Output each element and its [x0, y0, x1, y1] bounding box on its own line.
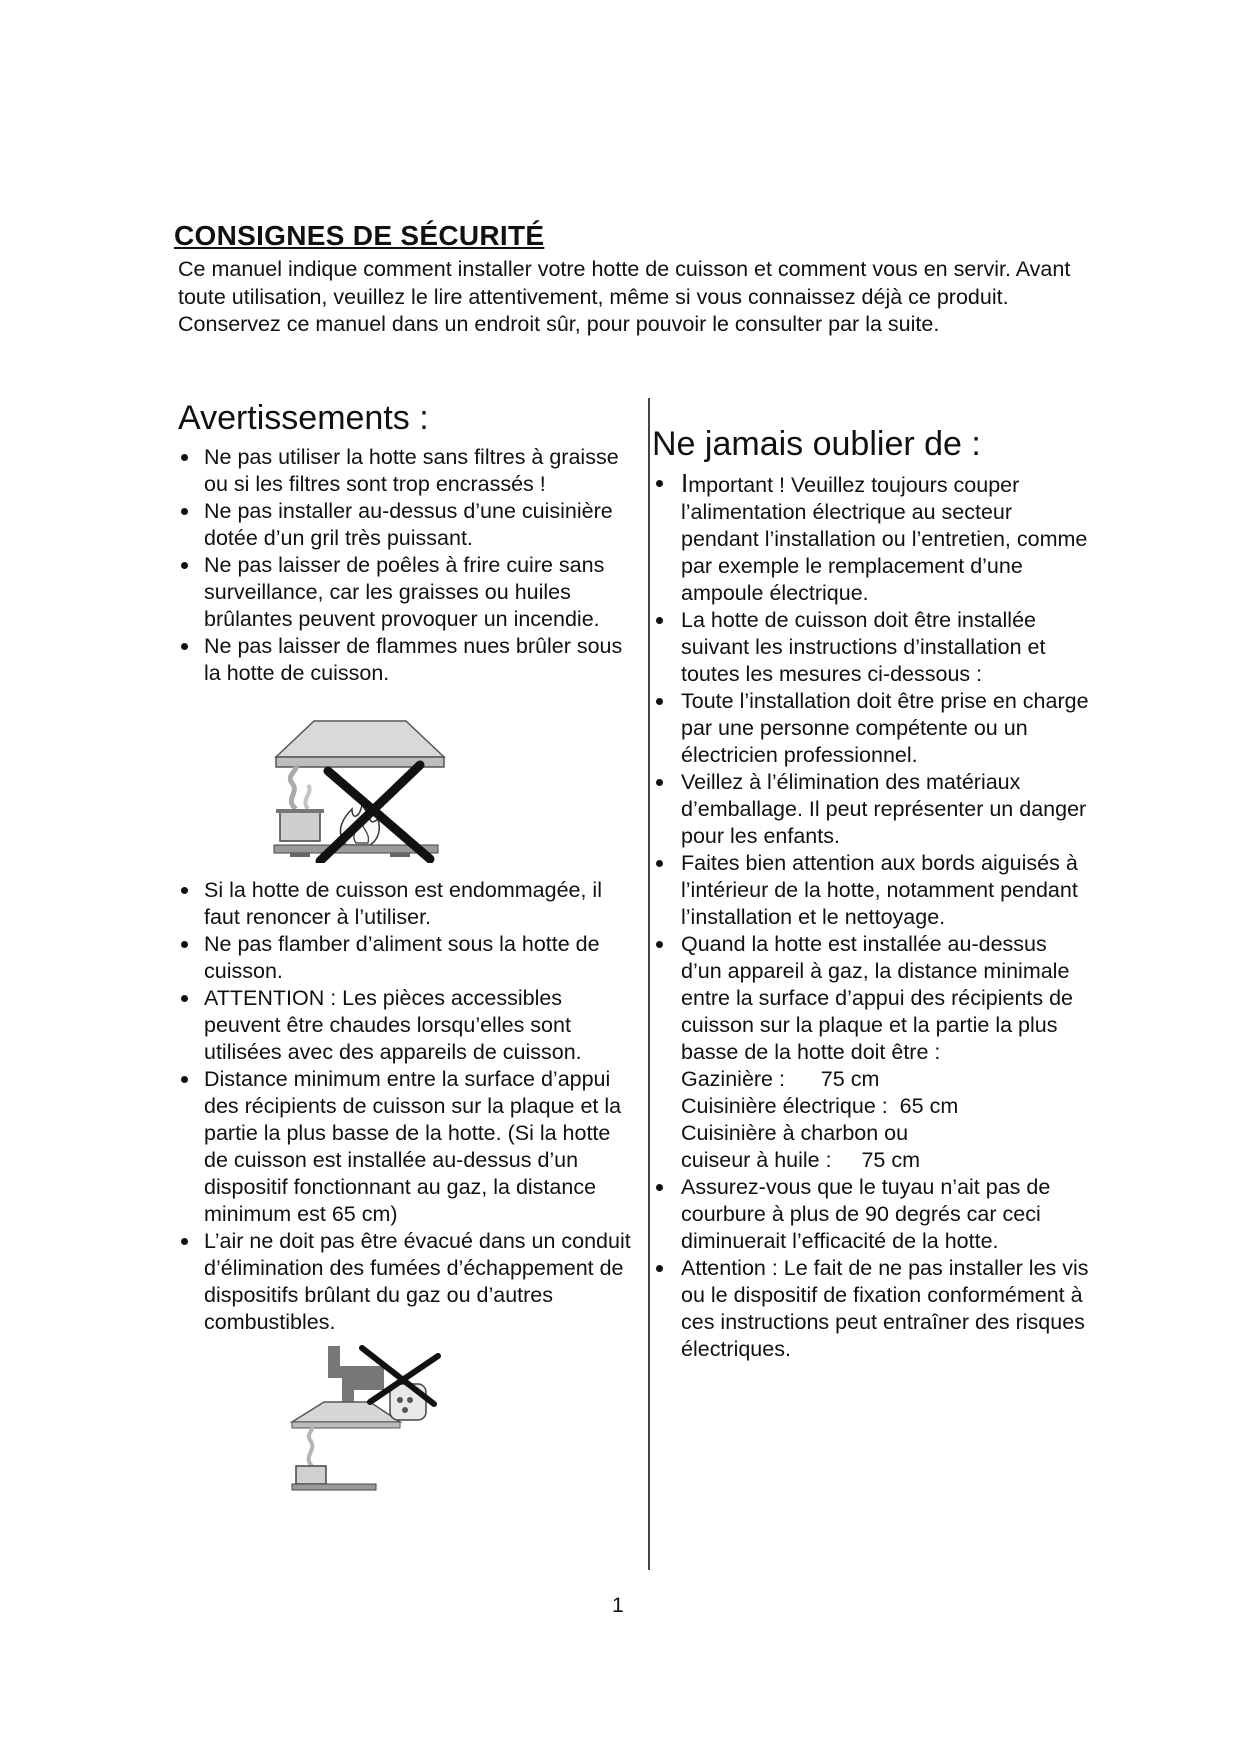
- list-item: Distance minimum entre la surface d’appui des récipients de cuisson sur la plaque et la partie la plus basse de la hotte. (Si la hotte de cuisson est installée au-dessus d’un dispositif fonctionnant au gaz, la distance minimum est 65 cm): [178, 1066, 638, 1228]
- distance-electric-cooker: Cuisinière électrique : 65 cm: [681, 1094, 959, 1118]
- list-item: ATTENTION : Les pièces accessibles peuvent être chaudes lorsqu’elles sont utilisées avec des appareils de cuisson.: [178, 985, 638, 1066]
- list-item: Assurez-vous que le tuyau n’ait pas de courbure à plus de 90 degrés car ceci diminuerait l’efficacité de la hotte.: [652, 1174, 1092, 1255]
- list-item: Faites bien attention aux bords aiguisés à l’intérieur de la hotte, notamment pendant l’installation et le nettoyage.: [652, 850, 1092, 931]
- warnings-column: [178, 398, 638, 1492]
- pot-icon: [296, 1466, 326, 1484]
- steam-icon: [309, 1426, 313, 1466]
- pot-icon: [276, 809, 324, 841]
- list-item: Si la hotte de cuisson est endommagée, il faut renoncer à l’utiliser.: [178, 877, 638, 931]
- never-forget-heading: Ne jamais oublier de :: [652, 425, 981, 463]
- page-number: 1: [612, 1594, 624, 1617]
- gas-distance-text: Quand la hotte est installée au-dessus d’un appareil à gaz, la distance minimale entre la surface d’appui des récipients de cuisson sur la plaque et la partie la plus basse de la hotte doit être :: [681, 932, 1074, 1064]
- no-open-flame-illustration: [270, 713, 450, 863]
- list-item: [652, 470, 1092, 607]
- cooktop-icon: [292, 1484, 376, 1490]
- page-title: CONSIGNES DE SÉCURITÉ: [174, 220, 545, 251]
- list-item: Ne pas flamber d’aliment sous la hotte de cuisson.: [178, 931, 638, 985]
- list-item: Toute l’installation doit être prise en charge par une personne compétente ou un électricien professionnel.: [652, 688, 1092, 769]
- distance-oil-cooker: cuiseur à huile : 75 cm: [681, 1148, 920, 1172]
- list-item: Ne pas utiliser la hotte sans filtres à graisse ou si les filtres sont trop encrassés !: [178, 444, 638, 498]
- list-item: La hotte de cuisson doit être installée suivant les instructions d’installation et toutes les mesures ci-dessous :: [652, 607, 1092, 688]
- list-item: Attention : Le fait de ne pas installer les vis ou le dispositif de fixation conformément à ces instructions peut entraîner des risques électriques.: [652, 1255, 1092, 1363]
- steam-icon: [290, 765, 309, 809]
- intro-paragraph: Ce manuel indique comment installer votre hotte de cuisson et comment vous en servir. Avant toute utilisation, veuillez le lire attentivement, même si vous connaissez déjà ce produit. Conservez ce manuel dans un endroit sûr, pour pouvoir le consulter par la suite.: [178, 257, 1071, 336]
- column-divider: [648, 398, 650, 1570]
- list-item: [652, 931, 1092, 1174]
- distance-gas-cooker: Gazinière : 75 cm: [681, 1067, 880, 1091]
- list-item: Ne pas laisser de flammes nues brûler sous la hotte de cuisson.: [178, 633, 638, 687]
- list-item: Veillez à l’élimination des matériaux d’emballage. Il peut représenter un danger pour les enfants.: [652, 769, 1092, 850]
- warnings-list-top: [178, 444, 638, 687]
- no-exhaust-into-flue-illustration: [290, 1342, 450, 1492]
- list-item: L’air ne doit pas être évacué dans un conduit d’élimination des fumées d’échappement de dispositifs brûlant du gaz ou d’autres combustibles.: [178, 1228, 638, 1336]
- important-initial: I: [681, 468, 689, 498]
- never-forget-column: [652, 424, 1092, 1363]
- chimney-hood-icon: [292, 1346, 400, 1428]
- list-item: Ne pas installer au-dessus d’une cuisinière dotée d’un gril très puissant.: [178, 498, 638, 552]
- warnings-list-bottom: [178, 877, 638, 1336]
- range-hood-icon: [276, 721, 444, 767]
- important-text: mportant ! Veuillez toujours couper l’alimentation électrique au secteur pendant l’installation ou l’entretien, comme par exemple le remplacement d’une ampoule électrique.: [681, 473, 1088, 605]
- list-item: Ne pas laisser de poêles à frire cuire sans surveillance, car les graisses ou huiles brûlantes peuvent provoquer un incendie.: [178, 552, 638, 633]
- boiler-icon: [390, 1384, 426, 1420]
- never-forget-list: [652, 470, 1092, 1363]
- warnings-heading: Avertissements :: [178, 399, 429, 437]
- distance-coal-cooker: Cuisinière à charbon ou: [681, 1121, 909, 1145]
